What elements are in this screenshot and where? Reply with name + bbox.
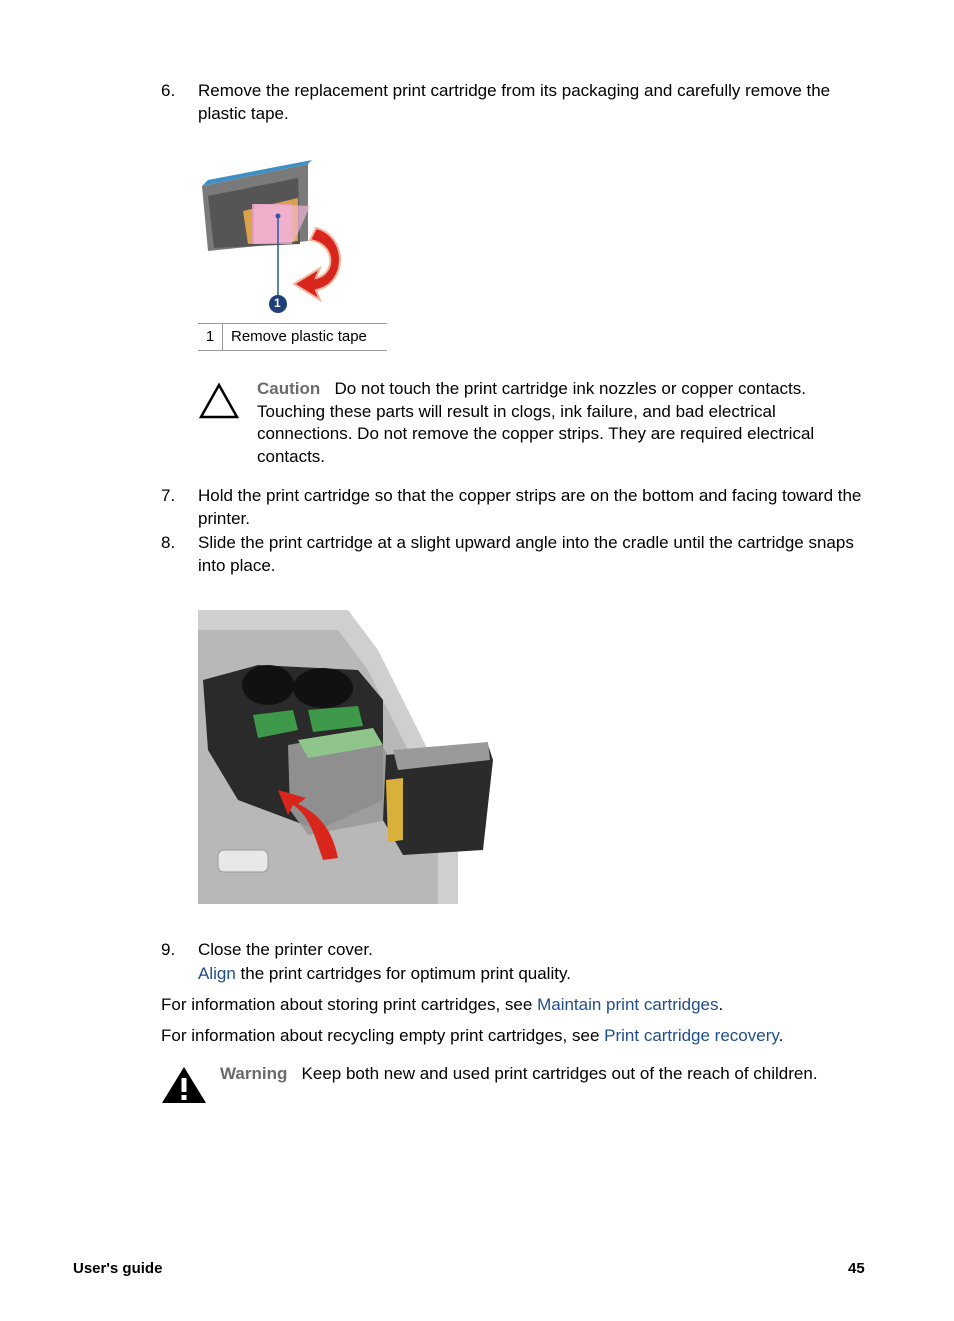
callout-number: 1 (274, 296, 281, 310)
recycling-text: For information about recycling empty print cartridges, see (161, 1026, 605, 1045)
step-text: Remove the replacement print cartridge from its packaging and carefully remove the plastic tape. (198, 81, 831, 123)
storing-text: For information about storing print cartridges, see (161, 995, 538, 1014)
insert-cartridge-illustration (198, 610, 498, 904)
caution-text: Do not touch the print cartridge ink nozzles or copper contacts. Touching these parts will result in clogs, ink failure, and bad electrical connections. Do not remove the copper strips. They are required electrical contacts. (257, 379, 815, 466)
footer-guide-title: User's guide (73, 1260, 163, 1277)
page-number: 45 (848, 1260, 865, 1277)
cartridge-recovery-link[interactable]: Print cartridge recovery (604, 1026, 779, 1045)
step-text: Close the printer cover. (198, 940, 373, 959)
storing-paragraph (161, 993, 881, 1016)
storing-end: . (718, 995, 724, 1014)
step-text: Hold the print cartridge so that the copper strips are on the bottom and facing toward the printer. (198, 486, 862, 528)
warning-label: Warning (220, 1064, 288, 1083)
caption-number: 1 (198, 324, 223, 350)
warning-note (220, 1062, 880, 1085)
step-number: 8. (161, 533, 176, 552)
align-link[interactable]: Align (198, 964, 236, 983)
step-number: 7. (161, 486, 176, 505)
warning-icon (161, 1065, 207, 1105)
remove-tape-illustration (198, 156, 358, 321)
step-number: 6. (161, 81, 176, 100)
caution-note (257, 378, 867, 468)
caution-icon (198, 382, 240, 420)
figure-caption-table (198, 323, 387, 351)
caution-label: Caution (257, 379, 321, 398)
align-text: the print cartridges for optimum print quality. (235, 964, 571, 983)
warning-text: Keep both new and used print cartridges out of the reach of children. (301, 1064, 818, 1083)
step-text: Slide the print cartridge at a slight upward angle into the cradle until the cartridge snaps into place. (198, 533, 854, 575)
recycling-end: . (778, 1026, 784, 1045)
maintain-cartridges-link[interactable]: Maintain print cartridges (537, 995, 719, 1014)
step-number: 9. (161, 940, 176, 959)
align-line (198, 962, 838, 985)
caption-label: Remove plastic tape (231, 328, 367, 345)
recycling-paragraph (161, 1024, 881, 1047)
